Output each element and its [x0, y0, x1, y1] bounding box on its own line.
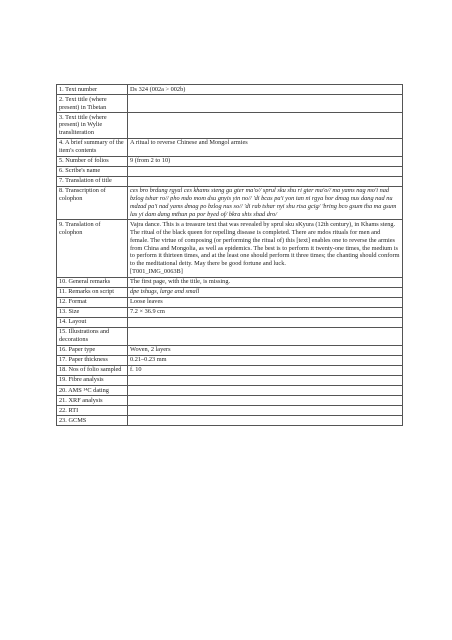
field-label: 3. Text title (where present) in Wylie transliteration: [57, 112, 128, 138]
field-label: 1. Text number: [57, 85, 128, 95]
field-value: [128, 406, 403, 416]
field-value: [128, 395, 403, 405]
table-row: [57, 220, 403, 277]
table-row: [57, 186, 403, 220]
field-label: 5. Number of folios: [57, 156, 128, 166]
field-value: [128, 375, 403, 385]
field-label: 11. Remarks on script: [57, 287, 128, 297]
field-label: 16. Paper type: [57, 345, 128, 355]
field-label: 10. General remarks: [57, 277, 128, 287]
table-row: [57, 277, 403, 287]
table-row: [57, 95, 403, 113]
table-row: [57, 85, 403, 95]
table-row: [57, 138, 403, 156]
image-reference: [T001_IMG_0063B]: [130, 268, 183, 276]
field-label: 21. XRF analysis: [57, 395, 128, 405]
field-label: 20. AMS ¹⁴C dating: [57, 385, 128, 395]
field-label: 8. Transcription of colophon: [57, 186, 128, 220]
table-row: [57, 112, 403, 138]
table-row: [57, 355, 403, 365]
field-label: 2. Text title (where present) in Tibetan: [57, 95, 128, 113]
field-value: A ritual to reverse Chinese and Mongol armies: [128, 138, 403, 156]
field-label: 12. Format: [57, 297, 128, 307]
table-row: [57, 365, 403, 375]
field-value: dpe tshugs, large and small: [128, 287, 403, 297]
field-value: 9 (from 2 to 10): [128, 156, 403, 166]
table-row: [57, 307, 403, 317]
field-label: 6. Scribe's name: [57, 166, 128, 176]
field-value: f. 10: [128, 365, 403, 375]
field-label: 13. Size: [57, 307, 128, 317]
colophon-translation: Vajra dance. This is a treasure text that was revealed by sprul sku sKyura (12th century), in Khams steng. The ritual of the black queen for repelling disease is completed. There are mdos rituals for men and female. The virtue of composing (or performing the ritual of) this [text] enables one to reverse the armies from China and Mongolia, as well as epidemics. The best is to perform it twenty-one times, the medium is to perform it thirteen times, and at the least one should perform it three times; the chanting should conform to the meditational deity. May there be good fortune and luck.: [130, 220, 400, 268]
table-row: [57, 395, 403, 405]
table-row: [57, 297, 403, 307]
table-row: [57, 385, 403, 395]
colophon-transcription: ces bro brdung rgyal ces khams steng gu gter ma'o// sprul sku shu ri gter ma'o// ma yams nag mo'i nad bzlog tshar ro// pho mdo mom dsu gnyis yin no// 'di bcas pa'i yon tan ni rgya hor dmag nus dang nad nu mdzad pa'i nad yams dmag po bzlog nus so// 'di rab tshar nyi shu rtsa gcig/ 'bring bco gsum tha ma gsum las yi dam dang mthun pa por byed of/ bkra shis shad dro/: [128, 186, 403, 220]
field-value: Ds 324 (002a > 002b): [128, 85, 403, 95]
field-label: 18. Nos of folio sampled: [57, 365, 128, 375]
colophon-translation-cell: [128, 220, 403, 277]
field-label: 14. Layout: [57, 317, 128, 327]
table-row: [57, 416, 403, 426]
table-row: [57, 406, 403, 416]
field-value: [128, 112, 403, 138]
table-row: [57, 176, 403, 186]
field-value: The first page, with the title, is missing.: [128, 277, 403, 287]
field-label: 4. A brief summary of the item's contents: [57, 138, 128, 156]
table-row: [57, 287, 403, 297]
field-value: [128, 95, 403, 113]
table-row: [57, 156, 403, 166]
field-label: 19. Fibre analysis: [57, 375, 128, 385]
field-label: 9. Translation of colophon: [57, 220, 128, 277]
table-row: [57, 375, 403, 385]
field-value: [128, 327, 403, 345]
field-value: [128, 385, 403, 395]
table-row: [57, 327, 403, 345]
field-label: 22. RTI: [57, 406, 128, 416]
table-row: [57, 345, 403, 355]
field-label: 7. Translation of title: [57, 176, 128, 186]
field-value: [128, 166, 403, 176]
field-value: Loose leaves: [128, 297, 403, 307]
field-value: [128, 416, 403, 426]
field-value: 7.2 × 36.9 cm: [128, 307, 403, 317]
catalogue-record-table: [56, 84, 403, 426]
field-label: 23. GCMS: [57, 416, 128, 426]
field-value: Woven, 2 layers: [128, 345, 403, 355]
field-label: 17. Paper thickness: [57, 355, 128, 365]
field-value: 0.21–0.23 mm: [128, 355, 403, 365]
field-label: 15. Illustrations and decorations: [57, 327, 128, 345]
field-value: [128, 176, 403, 186]
table-row: [57, 166, 403, 176]
field-value: [128, 317, 403, 327]
table-row: [57, 317, 403, 327]
